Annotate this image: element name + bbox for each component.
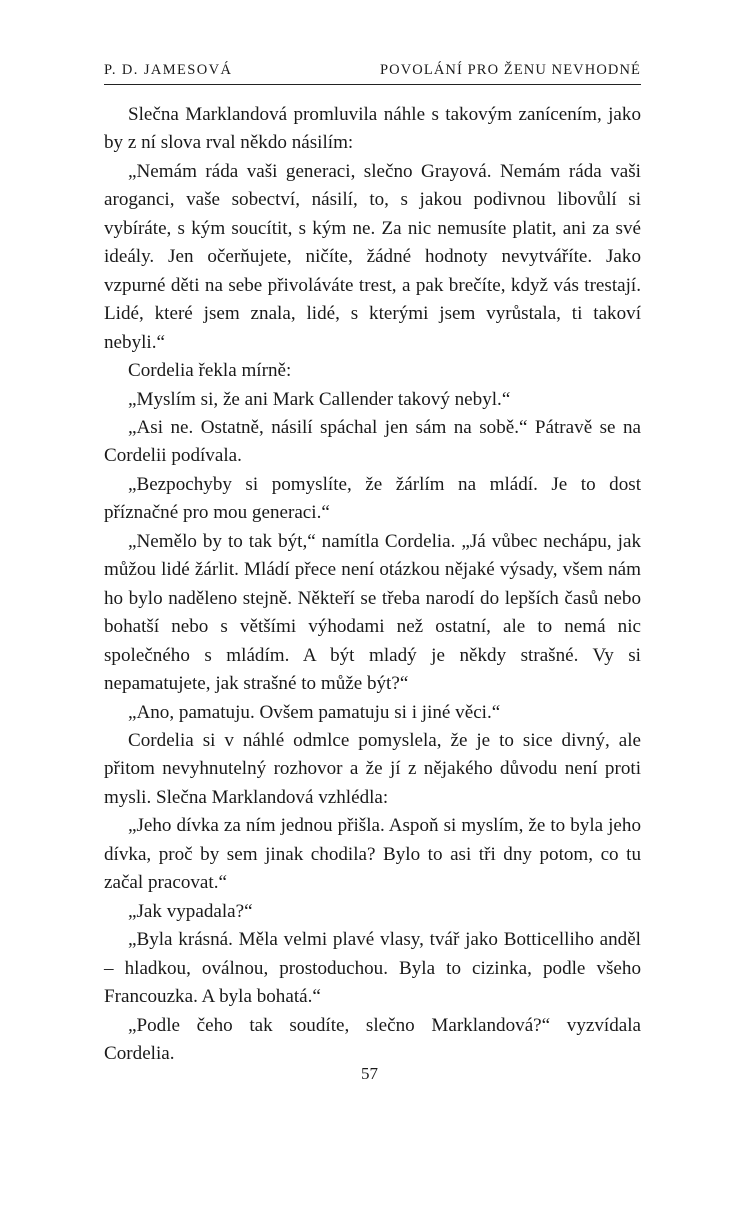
paragraph: „Nemám ráda vaši generaci, slečno Grayová. Nemám ráda vaši aroganci, vaše sobectví, násilí, to, s jakou podivnou libovůlí si vybíráte, s kým soucítit, s kým ne. Za nic nemusíte platit, ani za své ideály. Jen očerňujete, ničíte, žádné hodnoty nevytváříte. Jako vzpurné děti na sebe přivoláváte trest, a pak brečíte, když vás trestají. Lidé, které jsem znala, lidé, s kterými jsem vyrůstala, ti takoví nebyli.“ [104,160,641,353]
paragraph: „Jak vypadala?“ [128,900,253,922]
paragraph: Cordelia si v náhlé odmlce pomyslela, že je to sice divný, ale přitom nevyhnutelný rozhovor a že jí z nějakého důvodu není proti mysli. Slečna Marklandová vzhlédla: [104,729,641,808]
body-text [104,101,641,1068]
header-book-title: POVOLÁNÍ PRO ŽENU NEVHODNÉ [380,62,641,78]
paragraph: Slečna Marklandová promluvila náhle s takovým zanícením, jako by z ní slova rval někdo násilím: [104,104,641,154]
paragraph: „Byla krásná. Měla velmi plavé vlasy, tvář jako Botticelliho anděl – hladkou, oválnou, prostoduchou. Byla to cizinka, podle všeho Francouzka. A byla bohatá.“ [104,929,641,1008]
paragraph: „Bezpochyby si pomyslíte, že žárlím na mládí. Je to dost příznačné pro mou generaci.“ [104,473,641,524]
paragraph: „Jeho dívka za ním jednou přišla. Aspoň si myslím, že to byla jeho dívka, proč by sem jinak chodila? Bylo to asi tři dny potom, co tu začal pracovat.“ [104,815,641,894]
paragraph: „Nemělo by to tak být,“ namítla Cordelia. „Já vůbec nechápu, jak můžou lidé žárlit. Mládí přece není otázkou nějaké výsady, všem nám ho bylo naděleno stejně. Někteří se třeba narodí do lepších časů nebo bohatší nebo s většími výhodami než ostatní, ale to nemá nic společného s mládím. A být mladý je někdy strašné. Vy si nepamatujete, jak strašné to může být?“ [104,530,641,695]
paragraph: „Asi ne. Ostatně, násilí spáchal jen sám na sobě.“ Pátravě se na Cordelii podívala. [104,416,641,467]
paragraph: „Myslím si, že ani Mark Callender takový nebyl.“ [128,388,511,410]
paragraph: „Podle čeho tak soudíte, slečno Marklandová?“ vyzvídala Cordelia. [104,1014,641,1064]
paragraph: „Ano, pamatuju. Ovšem pamatuju si i jiné věci.“ [128,701,501,723]
running-header [104,62,641,85]
header-author: P. D. JAMESOVÁ [104,62,233,78]
page-number: 57 [361,1064,378,1083]
paragraph: Cordelia řekla mírně: [128,360,292,382]
